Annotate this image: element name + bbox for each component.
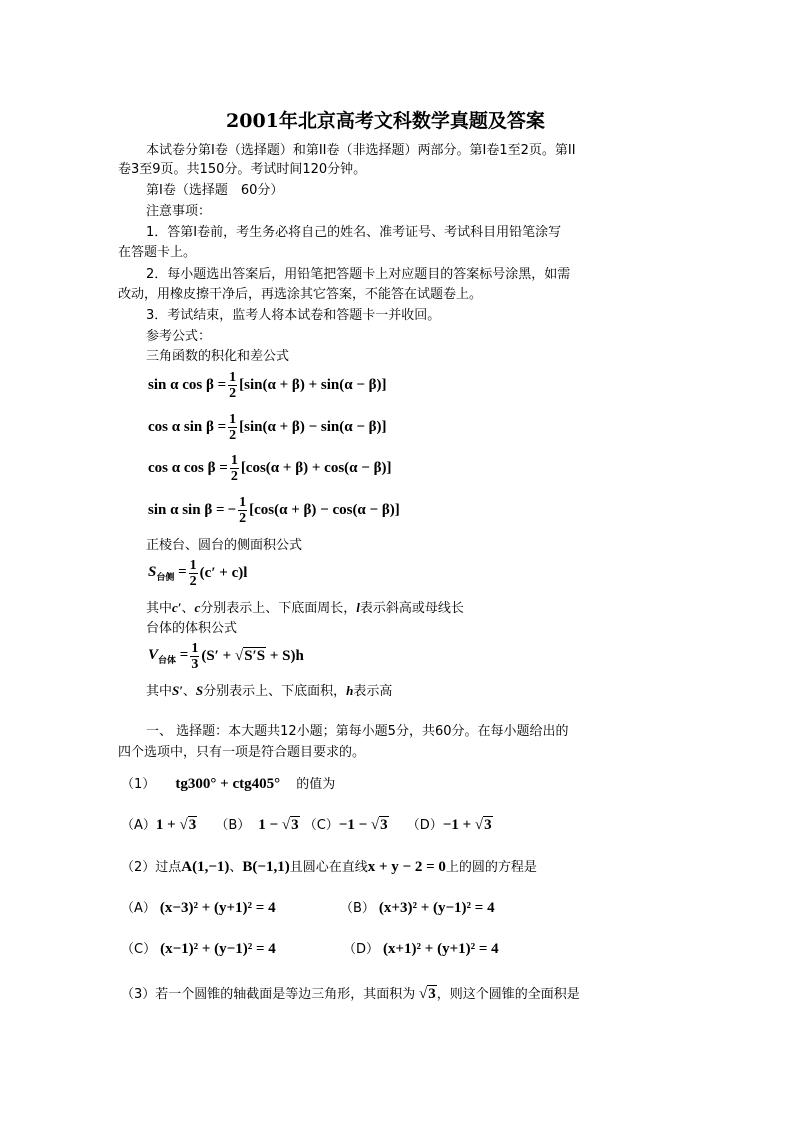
question-2: （2）过点A(1,−1)、B(−1,1)且圆心在直线x + y − 2 = 0上的圆的方程是 [121, 859, 537, 875]
symbol-s: S [148, 564, 157, 580]
fraction-one-half: $\frac{1}{2}$ [229, 370, 237, 401]
formula-lhs: sin α cos β = [148, 377, 227, 393]
question-2-option-b: （B） (x+3)² + (y−1)² = 4 [340, 900, 495, 916]
formula-rhs: (c′ + c)l [199, 565, 248, 581]
question-3: （3）若一个圆锥的轴截面是等边三角形，其面积为 √3，则这个圆锥的全面积是 [121, 986, 580, 1002]
line-equation: x + y − 2 = 0 [367, 859, 446, 875]
question-2-option-a: （A） (x−3)² + (y+1)² = 4 [121, 900, 276, 916]
symbol-v: V [148, 647, 159, 663]
intro-line-2: 卷3至9页。共150分。考试时间120分钟。 [118, 162, 367, 177]
formula-lhs: cos α cos β = [148, 460, 228, 476]
question-2-option-c: （C） (x−1)² + (y−1)² = 4 [121, 941, 276, 957]
note-2-line-2: 改动，用橡皮擦干净后，再选涂其它答案，不能答在试题卷上。 [118, 287, 483, 302]
volume-title: 台体的体积公式 [146, 621, 238, 636]
option-a-label: （A） [121, 818, 156, 833]
formula-cos-cos [148, 453, 391, 484]
notes-title: 注意事项： [146, 204, 212, 219]
option-c-label: （C） [303, 818, 339, 833]
volume-note: 其中S′、S分别表示上、下底面积，h表示高 [146, 683, 393, 699]
option-d-value: −1 + √3 [442, 817, 492, 833]
option-b-value: 1 − √3 [258, 817, 299, 833]
fraction-one-half: $\frac{1}{2}$ [229, 412, 237, 443]
formula-sin-sin [148, 495, 400, 526]
lateral-area-title: 正棱台、圆台的侧面积公式 [146, 538, 303, 553]
formula-rhs: [sin(α + β) − sin(α − β)] [239, 419, 387, 435]
fraction-one-third: $\frac{1}{3}$ [191, 641, 199, 672]
note-1-line-1: 1．答第Ⅰ卷前，考生务必将自己的姓名、准考证号、考试科目用铅笔涂写 [146, 225, 562, 240]
formula-lhs: sin α sin β = [148, 502, 225, 518]
fraction-one-half: $\frac{1}{2}$ [189, 558, 197, 589]
reference-formulas-label: 参考公式： [146, 329, 212, 344]
question-1-tail: 的值为 [296, 777, 336, 792]
point-b: B(−1,1) [242, 859, 290, 875]
formula-rhs: (S′ + √S′S + S)h [201, 648, 304, 664]
radical-3: 3 [428, 986, 436, 1002]
question-1 [121, 775, 335, 794]
formula-lhs: cos α sin β = [148, 419, 227, 435]
section-1-line-2: 四个选项中，只有一项是符合题目要求的。 [118, 745, 366, 760]
question-1-expression: tg300° + ctg405° [175, 776, 281, 792]
subscript-lateral: 台侧 [156, 572, 175, 582]
point-a: A(1,−1) [181, 859, 230, 875]
intro-line-1: 本试卷分第Ⅰ卷（选择题）和第II卷（非选择题）两部分。第Ⅰ卷1至2页。第II [146, 143, 576, 158]
note-3: 3．考试结束，监考人将本试卷和答题卡一并收回。 [146, 308, 441, 323]
fraction-one-half: $\frac{1}{2}$ [239, 495, 247, 526]
formula-rhs: [sin(α + β) + sin(α − β)] [239, 377, 387, 393]
note-1-line-2: 在答题卡上。 [118, 245, 197, 260]
radical-sprime-s: S′S [244, 648, 266, 664]
option-b-label: （B） [215, 818, 251, 833]
formula-rhs: [cos(α + β) − cos(α − β)] [249, 502, 400, 518]
formula-sin-cos [148, 370, 387, 401]
option-a-value: 1 + √3 [155, 817, 197, 833]
trig-formulas-title: 三角函数的积化和差公式 [146, 349, 290, 364]
page-title: 2001年北京高考文科数学真题及答案 [226, 110, 545, 132]
lateral-area-note: 其中c′、c分别表示上、下底面周长，l表示斜高或母线长 [146, 600, 464, 616]
formula-volume: $V_{台体}$ = $\frac{1}{3}$ (S′ + √S′S + S)h [148, 641, 304, 672]
subscript-volume: 台体 [158, 655, 177, 665]
formula-sign: − [227, 502, 237, 518]
option-d-label: （D） [406, 818, 443, 833]
question-2-option-d: （D） (x+1)² + (y+1)² = 4 [343, 941, 499, 957]
question-number: （1） [121, 777, 156, 792]
option-c-value: −1 − √3 [338, 817, 388, 833]
part-1-heading: 第Ⅰ卷（选择题 60分） [146, 183, 284, 198]
formula-lateral-area: $S_{台侧}$ = $\frac{1}{2}$ (c′ + c)l [148, 558, 248, 589]
fraction-one-half: $\frac{1}{2}$ [230, 453, 238, 484]
formula-rhs: [cos(α + β) + cos(α − β)] [240, 460, 392, 476]
question-1-options [121, 816, 493, 835]
section-1-line-1: 一、 选择题：本大题共12小题；第每小题5分，共60分。在每小题给出的 [146, 724, 569, 739]
note-2-line-1: 2．每小题选出答案后，用铅笔把答题卡上对应题目的答案标号涂黑，如需 [146, 267, 571, 282]
formula-cos-sin [148, 412, 387, 443]
